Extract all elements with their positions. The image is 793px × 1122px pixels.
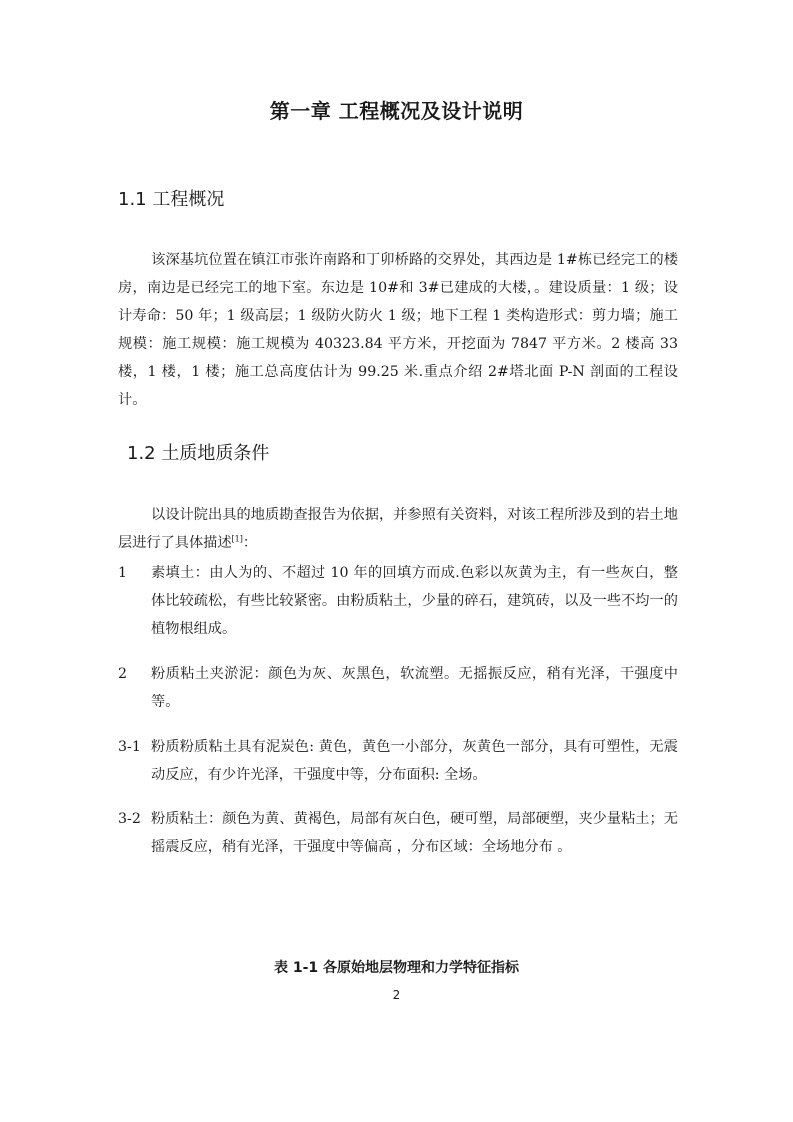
- list-item: [118, 660, 678, 716]
- table-caption: 表 1-1 各原始地层物理和力学特征指标: [273, 960, 520, 976]
- page-number: 2: [392, 988, 401, 1002]
- list-item-number: 2: [118, 666, 128, 682]
- list-item-text: 素填土：由人为的、不超过 10 年的回填方而成.色彩以灰黄为主，有一些灰白，整体比较疏松，有些比较紧密。由粉质粘土，少量的碎石，建筑砖，以及一些不均一的植物根组成。: [151, 565, 678, 637]
- paragraph-text: 该深基坑位置在镇江市张许南路和丁卯桥路的交界处，其西边是 1#栋已经完工的楼房，南边是已经完工的地下室。东边是 10#和 3#已建成的大楼，。建设质量：1 级；设计寿命：50 年；1 级高层；1 级防火防火 1 级；地下工程 1 类构造形式：剪力墙；施工规模：施工规模：施工规模为 40323.84 平方米，开挖面为 7847 平方米。2 楼高 33 楼，1 楼，1 楼；施工总高度估计为 99.25 米.重点介绍 2#塔北面 P-N 剖面的工程设计。: [118, 252, 678, 408]
- list-item: [118, 805, 678, 861]
- list-item-text: 粉质粉质粘土具有泥炭色: 黄色，黄色一小部分，灰黄色一部分，具有可塑性，无震动反应，有少许光泽，干强度中等，分布面积: 全场。: [151, 739, 678, 783]
- citation-marker: [1]: [231, 534, 243, 544]
- list-item-number: 3-1: [118, 739, 141, 755]
- section-heading-1-1: 1.1 工程概况: [118, 189, 225, 210]
- list-item: [118, 559, 678, 643]
- intro-text: 以设计院出具的地质勘查报告为依据，并参照有关资料，对该工程所涉及到的岩土地层进行了具体描述: [118, 507, 678, 551]
- chapter-title: 第一章 工程概况及设计说明: [269, 99, 524, 123]
- section-heading-1-2: 1.2 土质地质条件: [127, 443, 270, 464]
- list-item-number: 1: [118, 565, 128, 581]
- list-item: [118, 733, 678, 789]
- list-item-text: 粉质粘土夹淤泥：颜色为灰、灰黑色，软流塑。无摇振反应，稍有光泽，干强度中等。: [151, 666, 678, 710]
- list-item-text: 粉质粘土：颜色为黄、黄褐色，局部有灰白色，硬可塑，局部硬塑，夹少量粘土；无摇震反应，稍有光泽，干强度中等偏高 ，分布区域：全场地分布 。: [151, 811, 678, 855]
- paragraph-project-overview: [118, 246, 678, 414]
- intro-end: ：: [242, 535, 258, 551]
- paragraph-geology-intro: [118, 501, 678, 557]
- list-item-number: 3-2: [118, 811, 141, 827]
